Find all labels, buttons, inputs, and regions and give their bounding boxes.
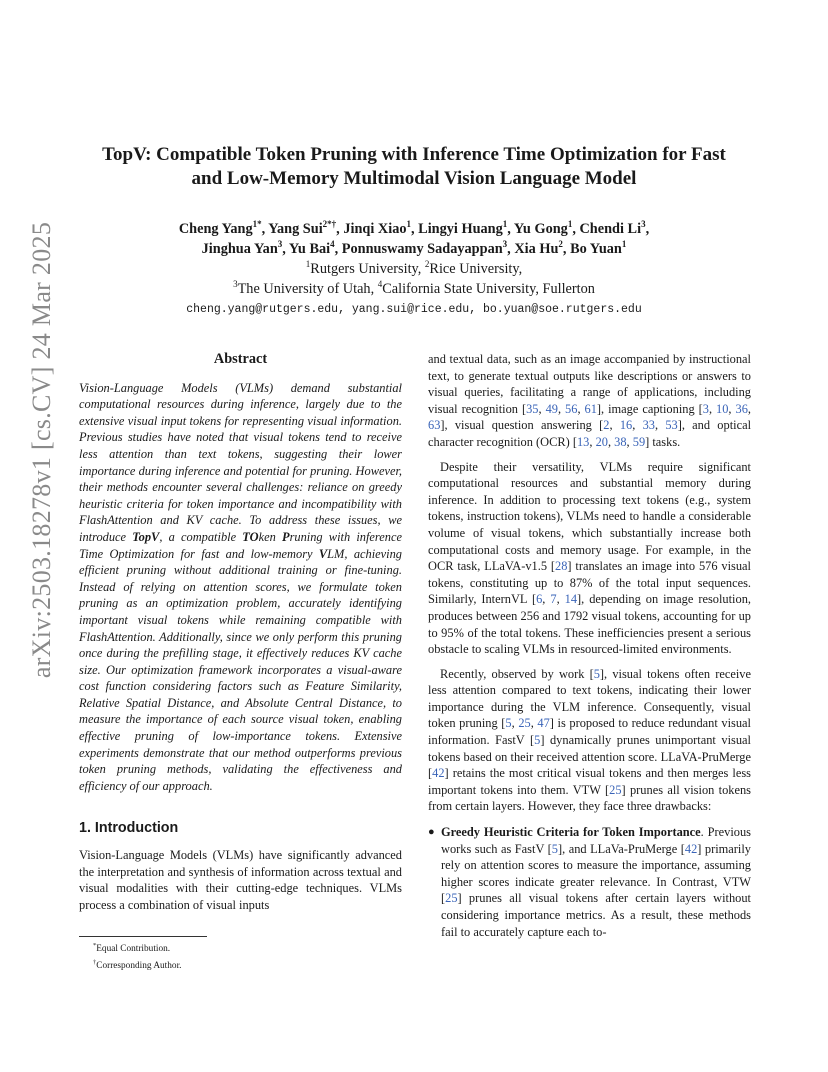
paragraph-applications: and textual data, such as an image accompanied by instructional text, to generate textual outputs like descriptions or answers to visual queries, facilitating a range of applications, including visual recognition [35, 49, 56, 61], image captioning [3, 10, 36, 63], visual question answering [2, 16, 33, 53], and optical character recognition (OCR) [13, 20, 38, 59] tasks.	[428, 352, 752, 449]
affiliation-mark: 2	[424, 259, 430, 270]
author-affiliation-mark: 2*†	[322, 219, 337, 230]
citation-link[interactable]: 10	[716, 401, 729, 416]
author-affiliation-mark: 3	[277, 239, 283, 250]
author-affiliation-mark: 3	[502, 239, 508, 250]
citation-link[interactable]: 16	[619, 418, 633, 433]
author-affiliation-mark: 4	[330, 239, 335, 250]
title-line-1: TopV: Compatible Token Pruning with Inference Time Optimization for Fast	[102, 144, 726, 165]
footnote-mark: †	[93, 959, 97, 967]
author-name: Lingyi Huang	[418, 221, 503, 237]
footnote-corresponding-author	[93, 956, 181, 973]
body-text: ], visual question answering [	[440, 418, 604, 433]
citation-link[interactable]: 53	[665, 418, 678, 433]
citation-link[interactable]: 14	[564, 592, 578, 607]
citation-link[interactable]: 13	[576, 434, 590, 449]
title-line-2: and Low-Memory Multimodal Vision Language Model	[191, 168, 637, 189]
citation-link[interactable]: 33	[642, 418, 655, 433]
citation-link[interactable]: 38	[614, 434, 627, 449]
abstract-span: , a compatible	[159, 529, 243, 544]
author-name: Jinghua Yan	[201, 241, 278, 257]
body-text: and textual data, such as an image accompanied by instructional text, to generate textual outputs like descriptions or answers to visual queries, facilitating a range of applications, including visual recognition [	[428, 352, 751, 416]
author-separator: ,	[261, 221, 269, 237]
introduction-paragraph: Vision-Language Models (VLMs) have significantly advanced the interpretation and synthesis of information across textual and visual modalities with their cutting-edge techniques. VLMs process a combination of visual inputs	[79, 848, 402, 912]
citation-link[interactable]: 7	[550, 592, 557, 607]
author-name: Yu Bai	[288, 241, 331, 257]
author-name: Chendi Li	[579, 221, 642, 237]
footnotes	[93, 939, 181, 973]
citation-link[interactable]: 42	[432, 766, 445, 781]
arxiv-sidebar-stamp	[22, 221, 62, 679]
body-text: . Previous works such as FastV [	[441, 825, 751, 856]
author-separator: ,	[334, 241, 342, 257]
author-separator: ,	[336, 221, 344, 237]
footnote-text: Equal Contribution.	[96, 944, 171, 955]
citation-link[interactable]: 6	[536, 592, 543, 607]
citation-link[interactable]: 28	[555, 559, 568, 574]
author-block	[80, 219, 748, 320]
footnote-mark: *	[93, 942, 97, 949]
citation-link[interactable]: 25	[445, 891, 458, 906]
body-text: ], and LLaVa-PruMerge [	[558, 841, 685, 856]
citation-link[interactable]: 61	[584, 401, 597, 416]
acronym-letters: TO	[242, 529, 259, 544]
affiliation: California State University, Fullerton	[382, 281, 595, 297]
author-name: Yu Gong	[513, 221, 568, 237]
body-text: Despite their versatility, VLMs require significant computational resources and substantial memory during inference. In addition to processing text tokens (e.g., system tokens, instruction tokens), VLMs need to handle a considerable volume of visual tokens, which substantially increase both computational costs and memory usage. For example, in the OCR task, LLaVA-v1.5 [	[428, 459, 751, 574]
affiliations-line-1	[80, 259, 748, 279]
abstract-span: runing with inference Time Optimization for fast and low-memory	[79, 529, 402, 561]
left-column	[79, 351, 402, 913]
body-text: ], visual tokens often receive less attention compared to text tokens, indicating their lower importance during the VLM inference. Consequently, visual token pruning [	[428, 666, 751, 731]
author-separator: ,	[507, 241, 515, 257]
arxiv-identifier: arXiv:2503.18278v1 [cs.CV] 24 Mar 2025	[27, 221, 56, 679]
author-affiliation-mark: 1	[502, 219, 508, 230]
body-text: ], and optical character recognition (OCR) [	[428, 418, 752, 449]
citation-link[interactable]: 5	[593, 666, 600, 681]
abstract-span: ken	[258, 529, 282, 544]
footnote-divider	[79, 936, 207, 937]
citation-link[interactable]: 49	[545, 401, 558, 416]
citation-link[interactable]: 47	[537, 716, 550, 731]
paragraph-token-pruning: Recently, observed by work [5], visual tokens often receive less attention compared to text tokens, indicating their lower importance during the VLM inference. Consequently, visual token pruning [5, 25, 47] is proposed to reduce redundant visual information. FastV [5] dynamically prunes unimportant visual tokens based on their received attention score. LLaVA-PruMerge [42] retains the most critical visual tokens and then merges less important tokens into them. VTW [25] prunes all vision tokens from certain layers. However, they face three drawbacks:	[428, 666, 751, 814]
citation-link[interactable]: 25	[609, 782, 622, 797]
author-affiliation-mark: 1*	[252, 219, 262, 230]
author-name: Cheng Yang	[178, 221, 253, 237]
author-affiliation-mark: 2	[558, 239, 563, 250]
abstract-heading: Abstract	[213, 351, 268, 367]
author-name: Xia Hu	[514, 241, 559, 257]
author-separator: ,	[645, 221, 650, 237]
body-text: ] retains the most critical visual tokens and then merges less important tokens into them. VTW [	[428, 766, 751, 797]
bullet-marker-icon: ●	[428, 826, 435, 839]
author-name: Jinqi Xiao	[343, 221, 407, 237]
author-separator: ,	[562, 241, 571, 257]
affiliation: Rutgers University,	[310, 261, 425, 277]
citation-link[interactable]: 36	[735, 401, 748, 416]
citation-link[interactable]: 5	[551, 841, 558, 856]
author-separator: ,	[572, 221, 580, 237]
author-name: Ponnuswamy Sadayappan	[341, 241, 503, 257]
citation-link[interactable]: 3	[702, 401, 709, 416]
abstract-text	[79, 380, 402, 795]
citation-link[interactable]: 20	[595, 434, 608, 449]
acronym-letter: P	[281, 529, 290, 544]
citation-link[interactable]: 42	[684, 841, 698, 856]
affiliation-mark: 1	[305, 259, 311, 270]
bullet-title: Greedy Heuristic Criteria for Token Importance	[441, 825, 701, 840]
author-separator: ,	[507, 221, 514, 237]
citation-link[interactable]: 25	[518, 716, 531, 731]
body-text: Recently, observed by work [	[440, 666, 594, 681]
acronym-letter: V	[318, 546, 328, 561]
author-affiliation-mark: 1	[621, 239, 627, 250]
author-list	[80, 219, 748, 259]
body-text: ], image captioning [	[596, 401, 703, 416]
author-separator: ,	[411, 221, 419, 237]
affiliation-mark: 4	[377, 279, 383, 290]
right-column	[428, 351, 751, 940]
affiliations-line-2	[80, 279, 748, 299]
abstract-span: LM, achieving efficient pruning without additional training or fine-tuning. Instead of relying on attention scores, we formulate token pruning as an optimization problem, accurately identifying important visual tokens while remaining compatible with FlashAttention. Additionally, since we only perform this pruning once during the prefilling stage, it effectively reduces KV cache size. Our optimization framework incorporates a visual-aware cost function considering factors such as Feature Similarity, Relative Spatial Distance, and Absolute Central Distance, to measure the importance of each source visual token, enabling effective pruning of low-importance tokens. Extensive experiments demonstrate that our method outperforms previous token pruning methods, validating the effectiveness and efficiency of our approach.	[79, 546, 402, 793]
bullet-text	[441, 824, 751, 940]
author-affiliation-mark: 3	[641, 219, 646, 230]
body-text: ] tasks.	[645, 434, 681, 449]
citation-link[interactable]: 59	[632, 434, 646, 449]
body-text: ] dynamically prunes unimportant visual tokens based on their received attention score. LLaVA-PruMerge [	[428, 733, 751, 781]
author-emails: cheng.yang@rutgers.edu, yang.sui@rice.edu, bo.yuan@soe.rutgers.edu	[186, 303, 642, 316]
footnote-equal-contribution	[93, 939, 181, 956]
abstract-span: Vision-Language Models (VLMs) demand substantial computational resources during inference, largely due to the extensive visual input tokens for representing visual information. Previous studies have noted that visual tokens tend to receive less attention than text tokens, suggesting their lower importance during inference and potential for pruning. However, their methods encounter several challenges: reliance on greedy heuristic criteria for token importance and incompatibility with FlashAttention and KV cache. To address these issues, we introduce	[79, 380, 402, 544]
body-text: ] prunes all visual tokens after certain layers without considering importance metrics. As a result, these methods fail to accurately capture each to-	[441, 891, 751, 939]
introduction-heading: 1. Introduction	[79, 820, 179, 837]
citation-link[interactable]: 5	[505, 716, 512, 731]
author-separator: ,	[282, 241, 289, 257]
footnote-text: Corresponding Author.	[96, 961, 182, 972]
method-name: TopV	[132, 529, 160, 544]
body-text: ] primarily rely on attention scores to measure the importance, assuming higher scores indicate greater relevance. In Contrast, VTW [	[441, 841, 751, 906]
bullet-item-greedy-heuristic	[428, 824, 751, 940]
affiliation-mark: 3	[233, 279, 238, 290]
body-text: ] is proposed to reduce redundant visual information. FastV [	[428, 716, 751, 748]
author-affiliation-mark: 1	[567, 219, 573, 230]
affiliation: Rice University,	[429, 261, 523, 277]
author-affiliation-mark: 1	[406, 219, 411, 230]
body-text: ] translates an image into 576 visual tokens, constituting up to 87% of the total input sequences. Similarly, InternVL [	[428, 559, 751, 607]
citation-link[interactable]: 5	[534, 733, 541, 748]
affiliation: The University of Utah,	[237, 281, 378, 297]
paper-title	[80, 143, 748, 191]
body-text: ], depending on image resolution, produces between 256 and 1792 visual tokens, accounting for up to 95% of the total tokens. These inefficiencies present a serious obstacle to scaling VLMs in resourced-limited environments.	[428, 592, 751, 657]
paragraph-computational-cost: Despite their versatility, VLMs require significant computational resources and substantial memory during inference. In addition to processing text tokens (e.g., system tokens, instruction tokens), VLMs need to handle a considerable volume of visual tokens, which substantially increase both computational costs and memory usage. For example, in the OCR task, LLaVA-v1.5 [28] translates an image into 576 visual tokens, constituting up to 87% of the total input sequences. Similarly, InternVL [6, 7, 14], depending on image resolution, produces between 256 and 1792 visual tokens, accounting for up to 95% of the total tokens. These inefficiencies present a serious obstacle to scaling VLMs in resourced-limited environments.	[428, 459, 751, 657]
citation-link[interactable]: 35	[526, 401, 539, 416]
author-name: Yang Sui	[268, 221, 323, 237]
citation-link[interactable]: 2	[603, 418, 610, 433]
author-name: Bo Yuan	[570, 241, 622, 257]
citation-link[interactable]: 56	[565, 401, 578, 416]
citation-link[interactable]: 63	[428, 418, 441, 433]
body-text: ] prunes all vision tokens from certain layers. However, they face three drawbacks:	[428, 782, 751, 814]
